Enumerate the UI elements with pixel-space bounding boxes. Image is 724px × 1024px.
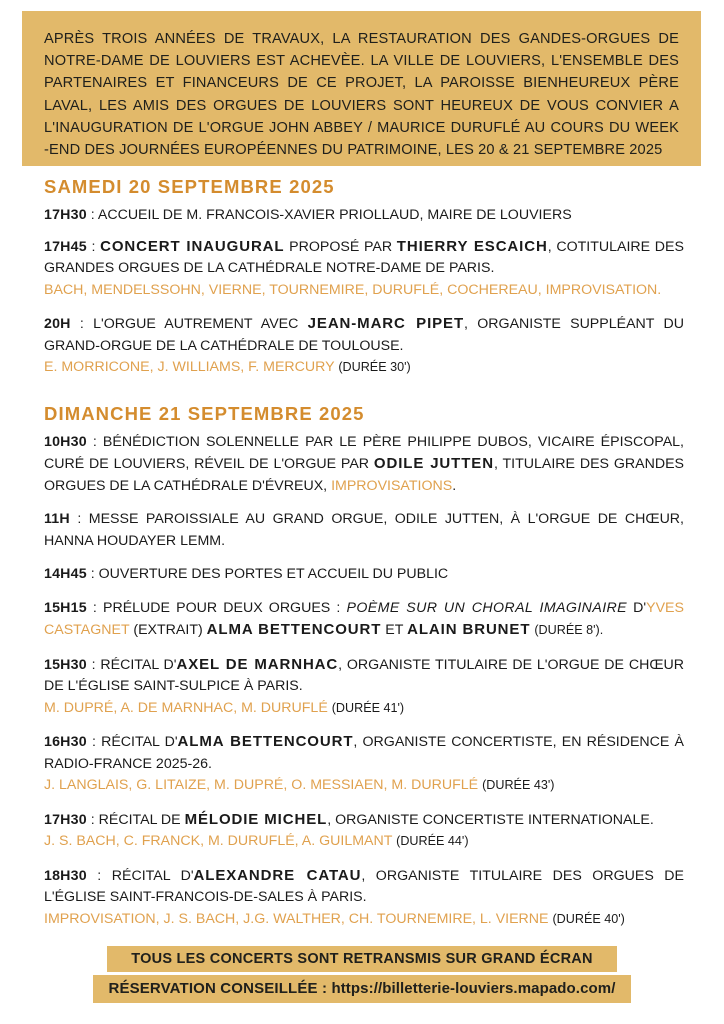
entry-time: 14H45: [44, 566, 87, 582]
entry-text: , ORGANISTE CONCERTISTE INTERNATIONALE.: [327, 811, 654, 828]
entry-description: MESSE PAROISSIALE AU GRAND ORGUE, ODILE JUTTEN, À L'ORGUE DE CHŒUR, HANNA HOUDAYER LEMM.: [44, 511, 684, 549]
broadcast-notice-text: TOUS LES CONCERTS SONT RETRANSMIS SUR GRAND ÉCRAN: [131, 951, 593, 967]
entry-text: , TITULAIRE DES GRANDES ORGUES DE LA CATHÉDRALE D'ÉVREUX,: [44, 456, 685, 494]
program-entry: [44, 432, 684, 498]
entry-time: 15H15: [44, 599, 87, 616]
entry-text: , COTITULAIRE DES GRANDES ORGUES DE LA CATHÉDRALE NOTRE-DAME DE PARIS.: [44, 238, 684, 276]
entry-duration: (DURÉE 30'): [338, 360, 411, 374]
entry-text: .: [452, 477, 457, 494]
entry-text: PRÉLUDE POUR DEUX ORGUES :: [103, 599, 347, 616]
entry-performer-name: ALAIN BRUNET: [407, 621, 531, 638]
announcement-line: PARTENAIRES ET FINANCEURS DE CE PROJET, LA PAROISSE BIENHEUREUX PÈRE: [44, 75, 679, 92]
entry-time: 16H30: [44, 734, 87, 750]
program-entry: [44, 205, 684, 227]
entry-time: 15H30: [44, 656, 87, 673]
entry-text: D': [627, 599, 647, 616]
program-entry: [44, 313, 684, 379]
entry-separator: :: [86, 867, 112, 884]
announcement-banner: [22, 11, 701, 166]
entry-performer-name: JEAN-MARC PIPET: [307, 315, 465, 332]
entry-composers: IMPROVISATION, J. S. BACH, J.G. WALTHER, CH. TOURNEMIRE, L. VIERNE: [44, 910, 549, 927]
announcement-line: LAVAL, LES AMIS DES ORGUES DE LOUVIERS SONT HEUREUX DE VOUS CONVIER A: [44, 97, 679, 114]
entry-separator: :: [86, 656, 101, 673]
entry-highlight: YVES CASTAGNET: [44, 599, 684, 638]
entry-separator: :: [86, 238, 101, 255]
entry-time: 10H30: [44, 433, 87, 450]
program-schedule: [44, 176, 684, 942]
entry-composers: J. LANGLAIS, G. LITAIZE, M. DUPRÉ, O. MESSIAEN, M. DURUFLÉ: [44, 777, 479, 793]
entry-duration: (DURÉE 8').: [534, 623, 604, 637]
announcement-line: L'INAUGURATION DE L'ORGUE JOHN ABBEY / MAURICE DURUFLÉ AU COURS DU WEEK: [44, 119, 679, 136]
entry-duration: (DURÉE 43'): [482, 778, 555, 792]
entry-performer-name: ODILE JUTTEN: [373, 455, 494, 472]
entry-text: BÉNÉDICTION SOLENNELLE PAR LE PÈRE PHILIPPE DUBOS, VICAIRE ÉPISCOPAL, CURÉ DE LOUVIERS, RÉVEIL DE L'ORGUE PAR: [44, 433, 685, 472]
announcement-line: APRÈS TROIS ANNÉES DE TRAVAUX, LA RESTAURATION DES GANDES-ORGUES DE: [44, 31, 679, 47]
entry-separator: :: [86, 566, 99, 582]
entry-duration: (DURÉE 40'): [552, 911, 625, 926]
day-title-saturday: SAMEDI 20 SEPTEMBRE 2025: [44, 176, 335, 197]
entry-description: OUVERTURE DES PORTES ET ACCUEIL DU PUBLIC: [98, 566, 449, 582]
entry-performer-name: MÉLODIE MICHEL: [184, 810, 328, 828]
footer: [0, 946, 724, 1003]
entry-text: (EXTRAIT): [129, 622, 207, 638]
entry-composers: BACH, MENDELSSOHN, VIERNE, TOURNEMIRE, DURUFLÉ, COCHEREAU, IMPROVISATION.: [44, 281, 662, 298]
entry-performer-name: ALEXANDRE CATAU: [193, 866, 362, 884]
announcement-line: -END DES JOURNÉES EUROPÉENNES DU PATRIMOINE, LES 20 & 21 SEPTEMBRE 2025: [44, 142, 663, 159]
entry-description: ACCUEIL DE M. FRANCOIS-XAVIER PRIOLLAUD, MAIRE DE LOUVIERS: [97, 207, 572, 223]
entry-highlight: IMPROVISATIONS: [331, 477, 453, 494]
entry-performer-name: ALMA BETTENCOURT: [177, 733, 354, 750]
entry-time: 18H30: [44, 867, 87, 884]
entry-text: , ORGANISTE TITULAIRE DE L'ORGUE DE CHŒUR DE L'ÉGLISE SAINT-SULPICE À PARIS.: [44, 656, 684, 694]
program-entry: [44, 509, 684, 552]
reservation-label: RÉSERVATION CONSEILLÉE :: [108, 980, 332, 997]
entry-composers: M. DUPRÉ, A. DE MARNHAC, M. DURUFLÉ: [44, 699, 328, 716]
day-title-sunday: DIMANCHE 21 SEPTEMBRE 2025: [44, 402, 365, 424]
entry-duration: (DURÉE 41'): [331, 700, 405, 715]
entry-text: ET: [381, 622, 408, 638]
entry-separator: :: [86, 433, 103, 450]
reservation-box: [93, 975, 631, 1003]
entry-text: RÉCITAL D': [101, 734, 178, 750]
entry-time: 17H30: [44, 207, 87, 223]
announcement-line: NOTRE-DAME DE LOUVIERS EST ACHEVÈE. LA VILLE DE LOUVIERS, L'ENSEMBLE DES: [44, 53, 679, 70]
entry-performer-name: ALMA BETTENCOURT: [206, 621, 382, 638]
entry-separator: :: [70, 316, 94, 332]
program-entry: [44, 865, 684, 931]
entry-text: PROPOSÉ PAR: [284, 238, 397, 255]
entry-text: RÉCITAL D': [111, 867, 194, 884]
program-entry: [44, 731, 684, 797]
entry-duration: (DURÉE 44'): [396, 834, 469, 848]
program-entry: [44, 809, 684, 853]
program-entry: [44, 598, 684, 642]
entry-text: RÉCITAL D': [100, 656, 177, 673]
entry-composers: J. S. BACH, C. FRANCK, M. DURUFLÉ, A. GUILMANT: [44, 833, 393, 849]
entry-separator: :: [69, 511, 89, 527]
entry-separator: :: [86, 207, 98, 223]
entry-separator: :: [86, 811, 99, 828]
entry-separator: :: [86, 599, 103, 616]
entry-composers: E. MORRICONE, J. WILLIAMS, F. MERCURY: [44, 359, 335, 375]
entry-text: , ORGANISTE SUPPLÉANT DU GRAND-ORGUE DE LA CATHÉDRALE DE TOULOUSE.: [44, 316, 684, 354]
entry-text: , ORGANISTE TITULAIRE DES ORGUES DE L'ÉGLISE SAINT-FRANCOIS-DE-SALES À PARIS.: [44, 867, 684, 905]
entry-performer-name: AXEL DE MARNHAC: [176, 655, 339, 673]
program-entry: [44, 236, 684, 302]
entry-work-title: POÈME SUR UN CHORAL IMAGINAIRE: [346, 599, 628, 616]
entry-time: 20H: [44, 316, 71, 332]
entry-text: RÉCITAL DE: [98, 811, 185, 828]
entry-time: 11H: [44, 511, 70, 527]
entry-performer-name: THIERRY ESCAICH: [396, 237, 548, 255]
program-entry: [44, 564, 684, 586]
entry-event-name: CONCERT INAUGURAL: [100, 237, 285, 255]
broadcast-notice-box: [107, 946, 617, 972]
entry-time: 17H30: [44, 811, 87, 828]
entry-time: 17H45: [44, 238, 87, 255]
program-entry: [44, 654, 684, 720]
entry-text: L'ORGUE AUTREMENT AVEC: [93, 316, 308, 332]
entry-separator: :: [86, 734, 102, 750]
entry-text: , ORGANISTE CONCERTISTE, EN RÉSIDENCE À RADIO-FRANCE 2025-26.: [44, 734, 684, 772]
reservation-url-link[interactable]: https://billetterie-louviers.mapado.com/: [331, 980, 616, 997]
